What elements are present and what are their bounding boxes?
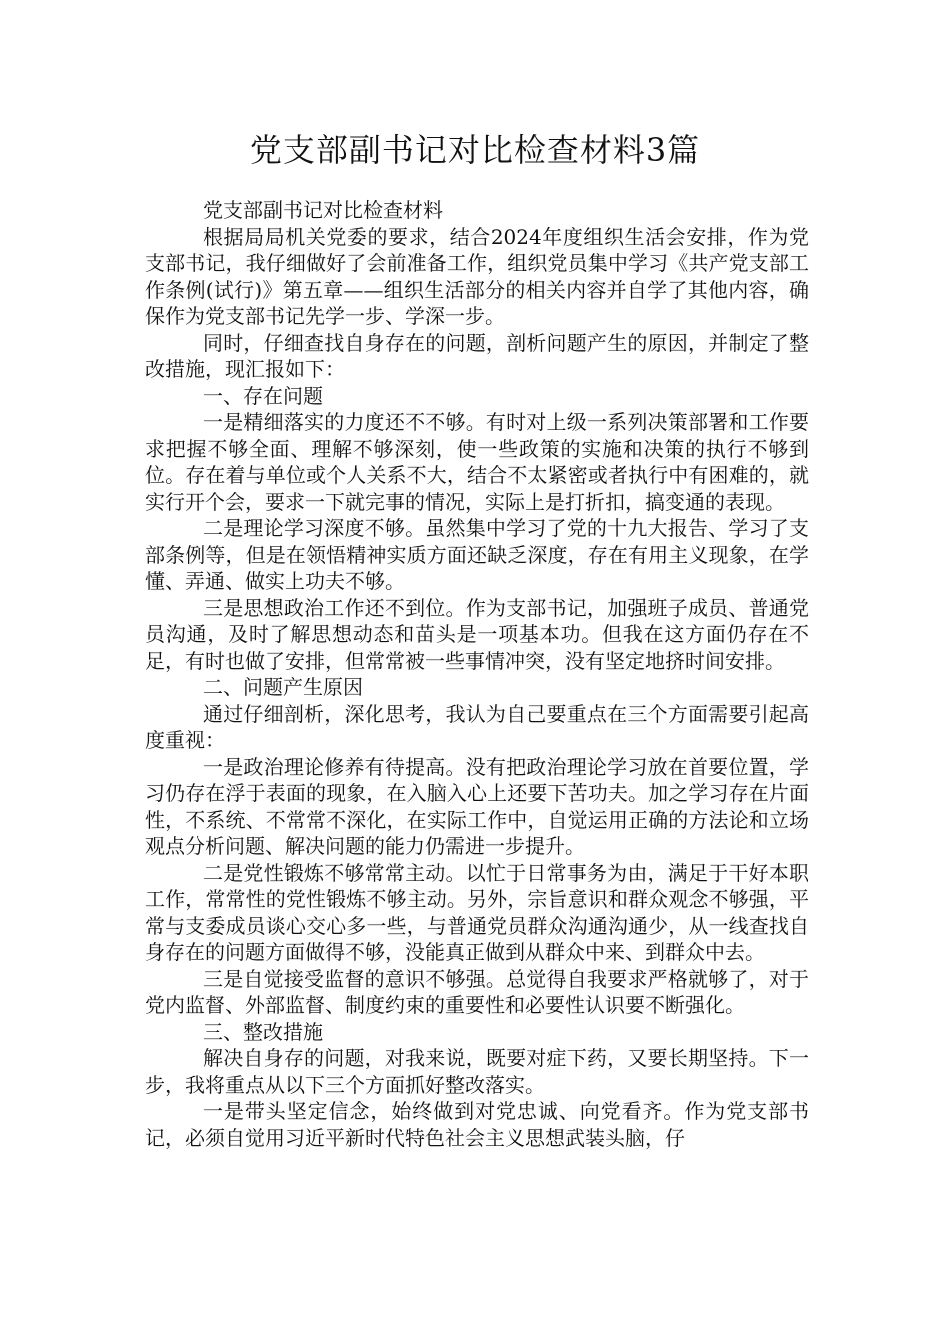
section-heading: 二、问题产生原因 <box>203 675 363 699</box>
document-body <box>145 197 809 1151</box>
body-paragraph: 三是自觉接受监督的意识不够强。总觉得自我要求严格就够了，对于党内监督、外部监督、制度约束的重要性和必要性认识要不断强化。 <box>145 966 809 1017</box>
body-paragraph: 二是党性锻炼不够常常主动。以忙于日常事务为由，满足于干好本职工作，常常性的党性锻炼不够主动。另外，宗旨意识和群众观念不够强，平常与支委成员谈心交心多一些，与普通党员群众沟通沟通少，从一线查找自身存在的问题方面做得不够，没能真正做到从群众中来、到群众中去。 <box>145 860 809 964</box>
body-paragraph: 一是精细落实的力度还不不够。有时对上级一系列决策部署和工作要求把握不够全面、理解不够深刻，使一些政策的实施和决策的执行不够到位。存在着与单位或个人关系不大，结合不太紧密或者执行中有困难的，就实行开个会，要求一下就完事的情况，实际上是打折扣，搞变通的表现。 <box>145 410 809 514</box>
subtitle-paragraph: 党支部副书记对比检查材料 <box>203 198 443 222</box>
body-paragraph: 同时，仔细查找自身存在的问题，剖析问题产生的原因，并制定了整改措施，现汇报如下： <box>145 330 809 381</box>
body-paragraph: 根据局局机关党委的要求，结合2024年度组织生活会安排，作为党支部书记，我仔细做好了会前准备工作，组织党员集中学习《共产党支部工作条例(试行)》第五章——组织生活部分的相关内容并自学了其他内容，确保作为党支部书记先学一步、学深一步。 <box>145 224 809 328</box>
body-paragraph: 三是思想政治工作还不到位。作为支部书记，加强班子成员、普通党员沟通，及时了解思想动态和苗头是一项基本功。但我在这方面仍存在不足，有时也做了安排，但常常被一些事情冲突，没有坚定地挤时间安排。 <box>145 595 809 673</box>
body-paragraph: 二是理论学习深度不够。虽然集中学习了党的十九大报告、学习了支部条例等，但是在领悟精神实质方面还缺乏深度，存在有用主义现象，在学懂、弄通、做实上功夫不够。 <box>145 516 809 593</box>
body-paragraph: 一是政治理论修养有待提高。没有把政治理论学习放在首要位置，学习仍存在浮于表面的现象，在入脑入心上还要下苦功夫。加之学习存在片面性，不系统、不常常不深化，在实际工作中，自觉运用正确的方法论和立场观点分析问题、解决问题的能力仍需进一步提升。 <box>145 754 809 858</box>
document-title: 党支部副书记对比检查材料3篇 <box>249 131 701 169</box>
section-heading: 三、整改措施 <box>203 1019 323 1044</box>
body-paragraph: 一是带头坚定信念，始终做到对党忠诚、向党看齐。作为党支部书记，必须自觉用习近平新时代特色社会主义思想武装头脑，仔 <box>145 1099 809 1150</box>
body-paragraph: 解决自身存的问题，对我来说，既要对症下药，又要长期坚持。下一步，我将重点从以下三个方面抓好整改落实。 <box>145 1046 809 1097</box>
body-paragraph: 通过仔细剖析，深化思考，我认为自己要重点在三个方面需要引起高度重视： <box>145 701 809 752</box>
section-heading: 一、存在问题 <box>203 383 323 408</box>
